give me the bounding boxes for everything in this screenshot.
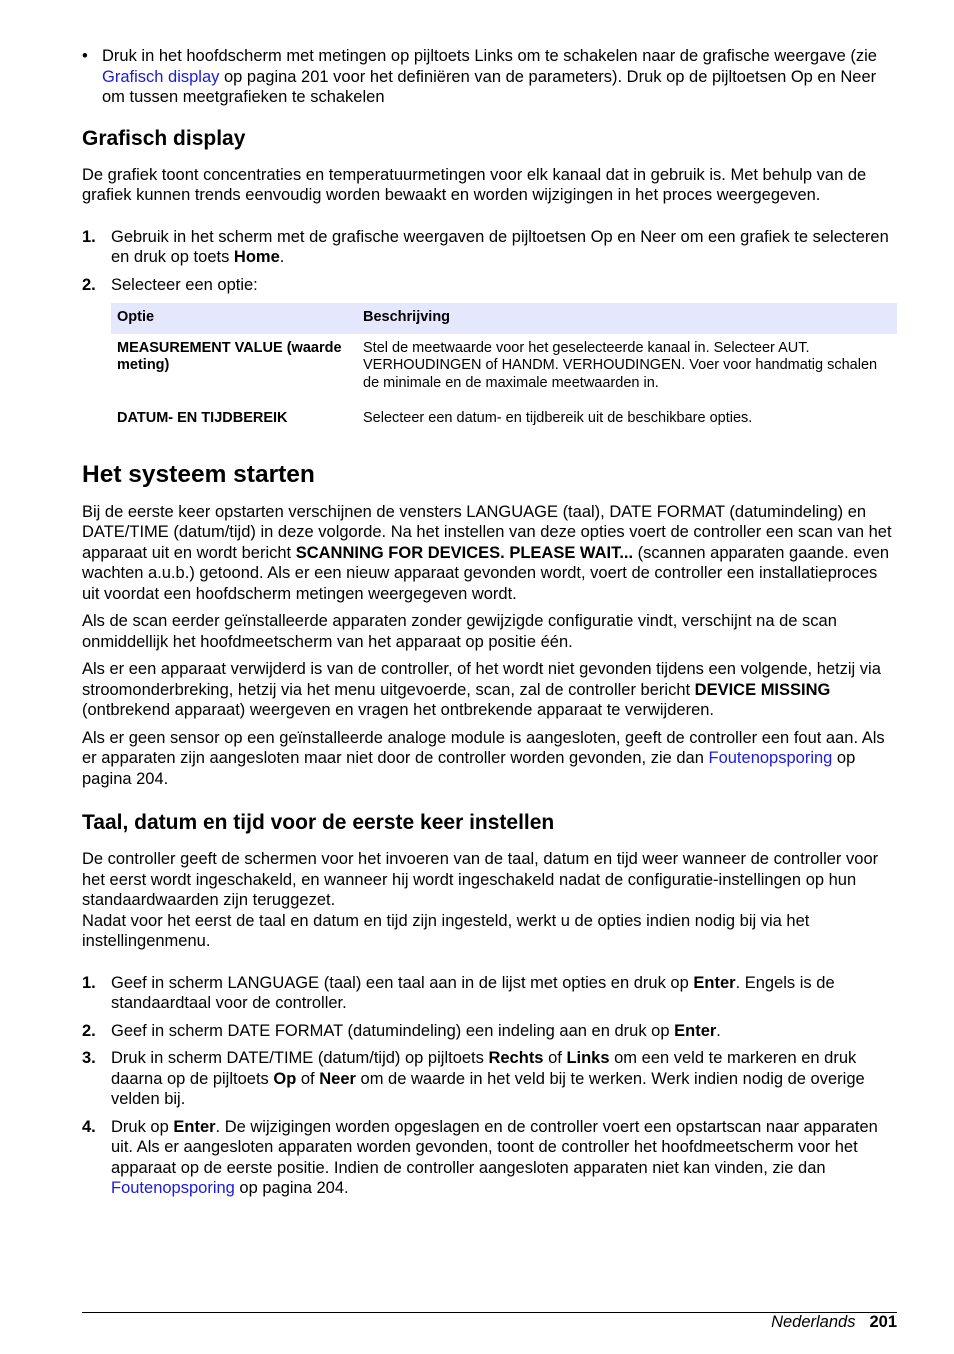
systeem-paragraph-1 [82,502,897,605]
step-text: Selecteer een optie: [111,275,258,294]
step-number: 3. [82,1049,96,1067]
page-number: 201 [869,1313,897,1331]
table-header-row [111,303,897,334]
link-foutenopsporing[interactable]: Foutenopsporing [111,1179,235,1197]
list-item [82,1048,897,1110]
step-text: Druk in scherm DATE/TIME (datum/tijd) op pijltoets [111,1049,489,1067]
footer-language: Nederlands [771,1313,856,1331]
step-text-end: . [279,248,285,266]
text: op pagina 204. [82,749,856,788]
description-cell: Stel de meetwaarde voor het geselecteerde kanaal in. Selecteer AUT. VERHOUDINGEN of HANDM. VERHOUDINGEN. Voer voor handmatig schalen de minimale en de maximale meetwaarden in. [363,339,878,391]
step-number: 1. [82,227,96,246]
step-text: op pagina 204. [234,1179,349,1197]
text: De controller geeft de schermen voor het invoeren van de taal, datum en tijd weer wanneer de controller voor het eerst wordt ingeschakeld, en wanneer hij wordt ingeschakeld nadat de configuratie-instellingen op hun standaardwaarden zijn teruggezet. [82,850,879,909]
text: (scannen apparaten gaande. even wachten a.u.b.) getoond. Als er een nieuw apparaat gevonden wordt, voert de controller een installatieproces uit voordat een hoofdscherm metingen weergegeven wordt. [82,543,890,603]
step-text: of [543,1049,567,1067]
intro-text-continued: op pagina 201 voor het definiëren van de parameters). Druk op de pijltoetsen Op en Neer om tussen meetgrafieken te schakelen [102,67,877,106]
list-item [82,227,897,268]
heading-grafisch-display: Grafisch display [82,126,246,150]
list-item [82,973,897,1014]
intro-text: Druk in het hoofdscherm met metingen op pijltoets Links om te schakelen naar de grafische weergave (zie [102,47,877,65]
step-text: om de waarde in het veld bij te werken. Werk indien nodig de overige velden bij. [111,1069,865,1108]
intro-bullet [82,46,897,108]
key-enter: Enter [674,1021,717,1040]
grafisch-paragraph: De grafiek toont concentraties en temperatuurmetingen voor elk kanaal dat in gebruik is. Met behulp van de grafiek kunnen trends eenvoudig worden bewaakt en worden wijzigingen in het proces weergegeven. [82,165,867,204]
key-enter: Enter [173,1117,216,1136]
page-content [82,46,897,1206]
taal-paragraph [82,849,897,952]
step-number: 1. [82,973,96,992]
table-row [111,404,897,440]
text: (ontbrekend apparaat) weergeven en vragen het ontbrekende apparaat te verwijderen. [82,701,715,719]
systeem-paragraph-3 [82,659,897,721]
step-number: 2. [82,1021,96,1040]
grafisch-steps [82,227,897,296]
step-text: of [296,1069,320,1088]
message-scanning: SCANNING FOR DEVICES. PLEASE WAIT... [295,543,634,562]
systeem-paragraph-4 [82,728,897,790]
heading-het-systeem-starten: Het systeem starten [82,460,315,488]
key-rechts: Rechts [488,1049,544,1067]
option-cell: MEASUREMENT VALUE (waarde meting) [117,339,342,373]
step-text: om een veld te markeren en druk daarna op de pijltoets [111,1049,857,1088]
text: Als er een apparaat verwijderd is van de controller, of het wordt niet gevonden tijdens een volgende, hetzij via stroomonderbreking, hetzij via het menu uitgevoerde, scan, zal de controller bericht [82,660,881,699]
text: Bij de eerste keer opstarten verschijnen de vensters LANGUAGE (taal), DATE FORMAT (datumindeling) en DATE/TIME (datum/tijd) in deze volgorde. Na het instellen van deze opties voert de controller een scan van het apparaat uit en wordt bericht [82,502,892,562]
key-op: Op [273,1069,297,1088]
taal-steps [82,973,897,1199]
systeem-paragraph-2: Als de scan eerder geïnstalleerde apparaten zonder gewijzigde configuratie vindt, verschijnt na de scan onmiddellijk het hoofdmeetscherm van het apparaat op positie één. [82,612,837,651]
link-grafisch-display[interactable]: Grafisch display [102,67,220,86]
key-neer: Neer [319,1069,356,1088]
step-text: . [716,1021,721,1040]
step-text: Geef in scherm LANGUAGE (taal) een taal aan in de lijst met opties en druk op [111,973,694,992]
bullet-marker: • [82,47,88,65]
table-row [111,334,897,405]
step-text: Geef in scherm DATE FORMAT (datumindeling) een indeling aan en druk op [111,1021,675,1040]
text: Als er geen sensor op een geïnstalleerde analoge module is aangesloten, geeft de controller een fout aan. Als er apparaten zijn aangesloten maar niet door de controller worden gevonden, zie dan [82,728,885,767]
list-item [82,1117,897,1199]
key-home: Home [233,248,280,266]
step-text: . De wijzigingen worden opgeslagen en de controller voert een opstartscan naar apparaten uit. Als er aangesloten apparaten worden gevonden, toont de controller het hoofdmeetscherm voor het apparaat op de eerste positie. Indien de controller aangesloten apparaten niet kan vinden, zie dan [111,1117,878,1177]
options-table [111,303,897,440]
column-header-optie: Optie [111,303,357,334]
heading-taal-datum-tijd: Taal, datum en tijd voor de eerste keer instellen [82,811,555,834]
page-footer [771,1312,897,1332]
list-item [82,1021,897,1042]
step-text: . Engels is de standaardtaal voor de controller. [111,973,835,1012]
step-text: Gebruik in het scherm met de grafische weergaven de pijltoetsen Op en Neer om een grafiek te selecteren en druk op toets [111,227,889,266]
link-foutenopsporing[interactable]: Foutenopsporing [708,749,833,767]
key-links: Links [566,1049,610,1067]
list-item [82,275,897,296]
option-cell: DATUM- EN TIJDBEREIK [117,410,288,426]
step-text: Druk op [111,1117,174,1136]
step-number: 2. [82,275,96,294]
key-enter: Enter [693,973,736,992]
description-cell: Selecteer een datum- en tijdbereik uit de beschikbare opties. [363,410,753,426]
step-number: 4. [82,1117,96,1136]
column-header-beschrijving: Beschrijving [357,303,897,334]
text: Nadat voor het eerst de taal en datum en tijd zijn ingesteld, werkt u de opties indien nodig bij via het instellingenmenu. [82,911,810,950]
message-device-missing: DEVICE MISSING [694,680,831,699]
